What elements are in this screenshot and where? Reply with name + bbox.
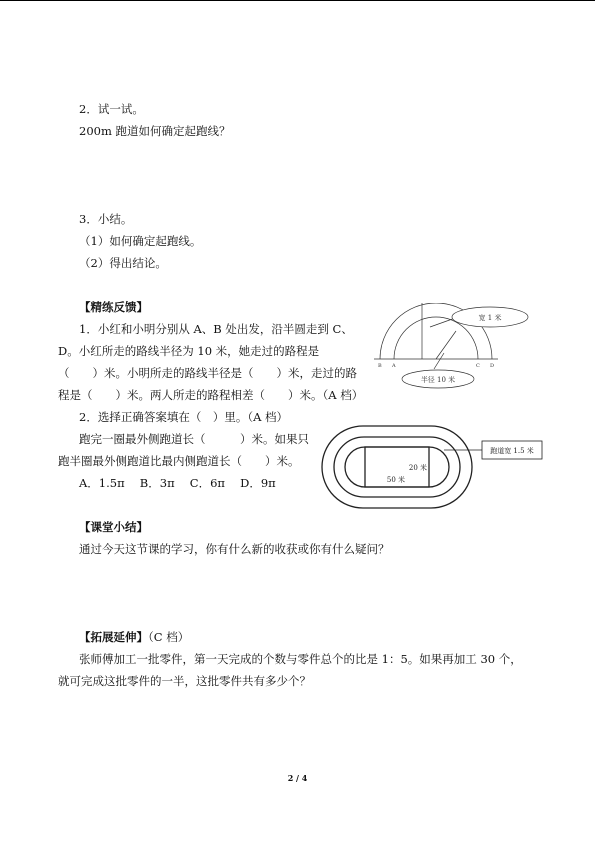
question-2-line-3: 跑半圈最外侧跑道比最内侧跑道长（ ）米。	[58, 454, 300, 468]
callout-track-width: 跑道宽 1.5 米	[490, 447, 534, 455]
page-number: 2 / 4	[287, 773, 308, 783]
point-label-a: A	[392, 363, 396, 369]
page-top-border	[0, 0, 595, 1]
length-label: 50 米	[386, 476, 406, 484]
question-2-options: A．1.5π B．3π C．6π D．9π	[79, 476, 276, 490]
question-1-line-3: （ ）米。小明所走的路线半径是（ ）米，走过的路	[58, 366, 357, 380]
section-3-item-2: （2）得出结论。	[79, 256, 167, 270]
question-2-line-1: 2．选择正确答案填在（ ）里。（A 档）	[79, 410, 289, 424]
section-3-item-1: （1）如何确定起跑线。	[79, 234, 202, 248]
point-label-b: B	[378, 363, 382, 369]
question-1-line-1: 1．小红和小明分别从 A、B 处出发，沿半圆走到 C、	[79, 322, 353, 336]
extension-line-2: 就可完成这批零件的一半，这批零件共有多少个？	[58, 674, 311, 688]
semicircle-track-figure	[370, 303, 546, 389]
callout-bottom-label: 半径 10 米	[420, 376, 456, 384]
track-middle-lane	[334, 437, 460, 497]
extension-level: （C 档）	[148, 630, 190, 644]
question-1-line-4: 程是（ ）米。两人所走的路程相差（ ）米。（A 档）	[58, 388, 364, 402]
radius-line	[436, 331, 456, 359]
extension-line-1: 张师傅加工一批零件，第一天完成的个数与零件总个的比是 1：5。如果再加工 30 个，	[79, 652, 522, 666]
section-3-title: 3．小结。	[79, 212, 133, 226]
section-2-question: 200m 跑道如何确定起跑线？	[79, 124, 231, 138]
summary-heading: 【课堂小结】	[79, 520, 148, 534]
question-1-line-2: D。小红所走的路线半径为 10 米，她走过的路程是	[58, 344, 320, 358]
feedback-heading: 【精练反馈】	[79, 300, 148, 314]
point-label-c: C	[476, 363, 480, 369]
width-label: 20 米	[408, 464, 428, 472]
running-track-figure	[318, 420, 546, 512]
extension-heading-line	[79, 630, 189, 644]
extension-heading: 【拓展延伸】	[79, 630, 148, 644]
question-2-line-2: 跑完一圈最外侧跑道长（ ）米。如果只	[79, 432, 309, 446]
summary-text: 通过今天这节课的学习，你有什么新的收获或你有什么疑问？	[79, 542, 390, 556]
callout-top-label: 宽 1 米	[478, 314, 502, 322]
point-label-d: D	[490, 363, 495, 369]
section-2-title: 2．试一试。	[79, 102, 144, 116]
